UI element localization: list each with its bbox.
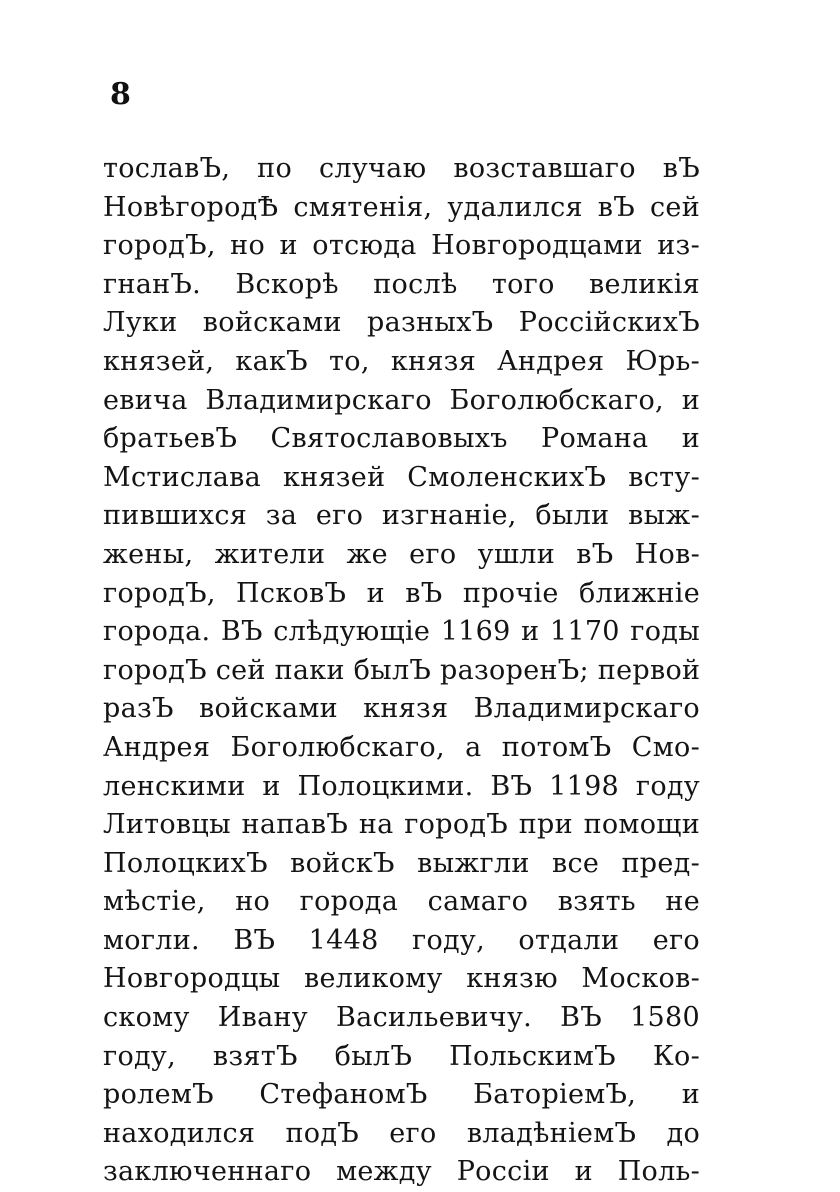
text-line: ролемЪ СтефаномЪ БаторіемЪ, и [103, 1079, 700, 1111]
text-line: Андрея Боголюбскаго, а потомЪ Смо- [103, 731, 700, 763]
text-line: евича Владимирскаго Боголюбскаго, и [103, 384, 700, 416]
text-line: заключеннаго между Россіи и Поль- [103, 1156, 700, 1188]
text-line: Литовцы напавЪ на городЪ при помощи [103, 809, 700, 841]
page-number: 8 [110, 77, 131, 112]
text-line: НовѣгородѢ смятенія, удалился вЪ сей [103, 191, 700, 223]
text-line: могли. ВЪ 1448 году, отдали его [103, 924, 700, 956]
text-line: городЪ, ПсковЪ и вЪ прочіе ближніе [103, 577, 700, 609]
body-text [103, 150, 700, 1192]
text-line: пившихся за его изгнаніе, были выж- [103, 500, 700, 532]
text-line: Луки войсками разныхЪ РоссійскихЪ [103, 307, 700, 339]
text-line: ПолоцкихЪ войскЪ выжгли все пред- [103, 847, 700, 879]
text-line: разЪ войсками князя Владимирскаго [103, 693, 700, 725]
text-line: ленскими и Полоцкими. ВЪ 1198 году [103, 770, 700, 802]
text-line: городЪ, но и отсюда Новгородцами из- [103, 230, 700, 262]
text-line: города. ВЪ слѣдующіе 1169 и 1170 годы [103, 616, 700, 648]
text-line: тославЪ, по случаю возставшаго вЪ [103, 153, 700, 184]
text-line: городЪ сей паки былЪ разоренЪ; первой [103, 654, 701, 686]
text-line: братьевЪ Святославовыхъ Романа и [103, 423, 700, 455]
text-line: году, взятЪ былЪ ПольскимЪ Ко- [103, 1040, 700, 1072]
text-line: скому Ивану Васильевичу. ВЪ 1580 [103, 1002, 700, 1034]
text-line: мѣстіе, но города самаго взять не [103, 886, 700, 918]
text-line: князей, какЪ то, князя Андрея Юрь- [103, 345, 700, 377]
text-line: находился подЪ его владѣніемЪ до [103, 1117, 700, 1149]
text-line: жены, жители же его ушли вЪ Нов- [103, 538, 700, 570]
text-line: Мстислава князей СмоленскихЪ всту- [103, 461, 700, 493]
text-line: Новгородцы великому князю Москов- [103, 963, 700, 995]
text-line: гнанЪ. Вскорѣ послѣ того великія [103, 268, 700, 300]
